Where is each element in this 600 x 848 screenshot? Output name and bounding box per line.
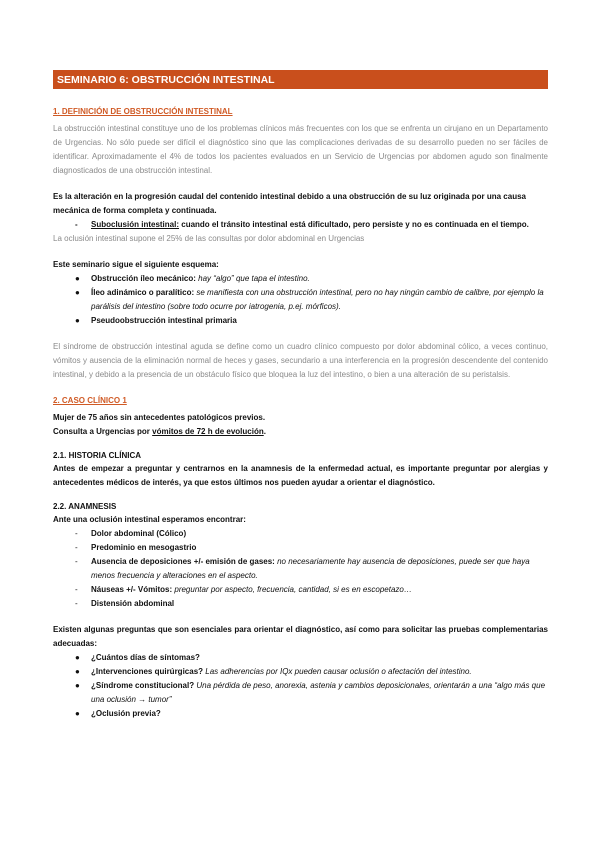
list-item [53,218,548,232]
list-item: - Náuseas +/- Vómitos: preguntar por aspecto, frecuencia, cantidad, si es en escopetazo… [53,583,548,597]
dash-marker: - [75,557,78,566]
history-paragraph: Antes de empezar a preguntar y centrarnos en la anamnesis de la enfermedad actual, es importante preguntar por alergias y antecedentes médicos de interés, ya que estos últimos nos pueden ayudar a orientar el diagnóstico. [53,464,548,487]
dash-marker: - [75,585,78,594]
definition-paragraph: Es la alteración en la progresión caudal del contenido intestinal debido a una obstrucción de su luz originada por una causa mecánica de forma completa y continuada. [53,192,526,215]
list-item: ● Pseudoobstrucción intestinal primaria [53,314,548,328]
dash-marker: - [75,220,78,229]
dash-marker: - [75,543,78,552]
questions-intro: Existen algunas preguntas que son esenciales para orientar el diagnóstico, así como para solicitar las pruebas complementarias adecuadas: [53,625,548,648]
scheme-list [53,272,548,328]
bullet-marker: ● [75,274,80,283]
bullet-marker: ● [75,681,80,690]
dash-marker: - [75,599,78,608]
bullet-marker: ● [75,316,80,325]
case-line-1: Mujer de 75 años sin antecedentes patológicos previos. [53,413,266,422]
suboclusion-list [53,218,548,232]
suboclusion-text: cuando el tránsito intestinal está dificultado, pero persiste y no es continuada en el tiempo. [179,220,529,229]
list-item: ● ¿Oclusión previa? [53,707,548,721]
intro-paragraph: La obstrucción intestinal constituye uno de los problemas clínicos más frecuentes con los que se enfrenta un cirujano en un Departamento de Urgencias. No sólo puede ser difícil el diagnóstico sino que las complicaciones derivadas de su desarrollo pueden no ser fáciles de identificar. Aproximadamente el 4% de todos los pacientes evaluados en un Servicio de Urgencias por abdomen agudo son finalmente diagnosticados de una obstrucción intestinal. [53,124,548,175]
list-item: ● Íleo adinámico o paralítico: se manifiesta con una obstrucción intestinal, pero no hay ningún cambio de calibre, por ejemplo la parálisis del intestino (sobre todo ocurre por iatrogenia, p.ej. mórficos). [75,288,544,311]
list-item: ● ¿Síndrome constitucional? Una pérdida de peso, anorexia, astenia y cambios deposicionales, orientarán a una “algo más que una oclusión → tumor” [75,681,546,704]
section-2-heading: 2. CASO CLÍNICO 1 [53,396,127,405]
section-1-heading: 1. DEFINICIÓN DE OBSTRUCCIÓN INTESTINAL [53,107,233,116]
list-item: - Predominio en mesogastrio [53,541,548,555]
bullet-marker: ● [75,709,80,718]
list-item: ● ¿Intervenciones quirúrgicas? Las adherencias por IQx pueden causar oclusión o afectación del intestino. [53,665,548,679]
stat-line: La oclusión intestinal supone el 25% de las consultas por dolor abdominal en Urgencias [53,234,365,243]
dash-marker: - [75,529,78,538]
list-item: ● Obstrucción íleo mecánico: hay “algo” que tapa el intestino. [53,272,548,286]
document-title: SEMINARIO 6: OBSTRUCCIÓN INTESTINAL [53,70,548,89]
bullet-marker: ● [75,667,80,676]
subsection-2-1-heading: 2.1. HISTORIA CLÍNICA [53,451,142,460]
anamnesis-list [53,527,548,611]
suboclusion-term: Suboclusión intestinal: [91,220,180,229]
bullet-marker: ● [75,653,80,662]
syndrome-paragraph: El síndrome de obstrucción intestinal aguda se define como un cuadro clínico compuesto por dolor abdominal cólico, a veces continuo, vómitos y ausencia de la eliminación normal de heces y gases, secundario a una interferencia en la progresión descendente del contenido intestinal, y debido a la presencia de un obstáculo físico que bloquea la luz del intestino, o bien a una alteración de su peristalsis. [53,342,548,379]
subsection-2-2-heading: 2.2. ANAMNESIS [53,502,117,511]
list-item: - Dolor abdominal (Cólico) [53,527,548,541]
anamnesis-intro: Ante una oclusión intestinal esperamos encontrar: [53,515,246,524]
scheme-intro: Este seminario sigue el siguiente esquema: [53,260,219,269]
list-item: - Ausencia de deposiciones +/- emisión de gases: no necesariamente hay ausencia de deposiciones, puede ser que haya menos frecuencia y alteraciones en el aspecto. [75,557,530,580]
questions-list [53,651,548,721]
bullet-marker: ● [75,288,80,297]
case-line-2: Consulta a Urgencias por vómitos de 72 h de evolución. [53,427,266,436]
list-item: ● ¿Cuántos días de síntomas? [53,651,548,665]
list-item: - Distensión abdominal [53,597,548,611]
document-page [53,70,548,721]
